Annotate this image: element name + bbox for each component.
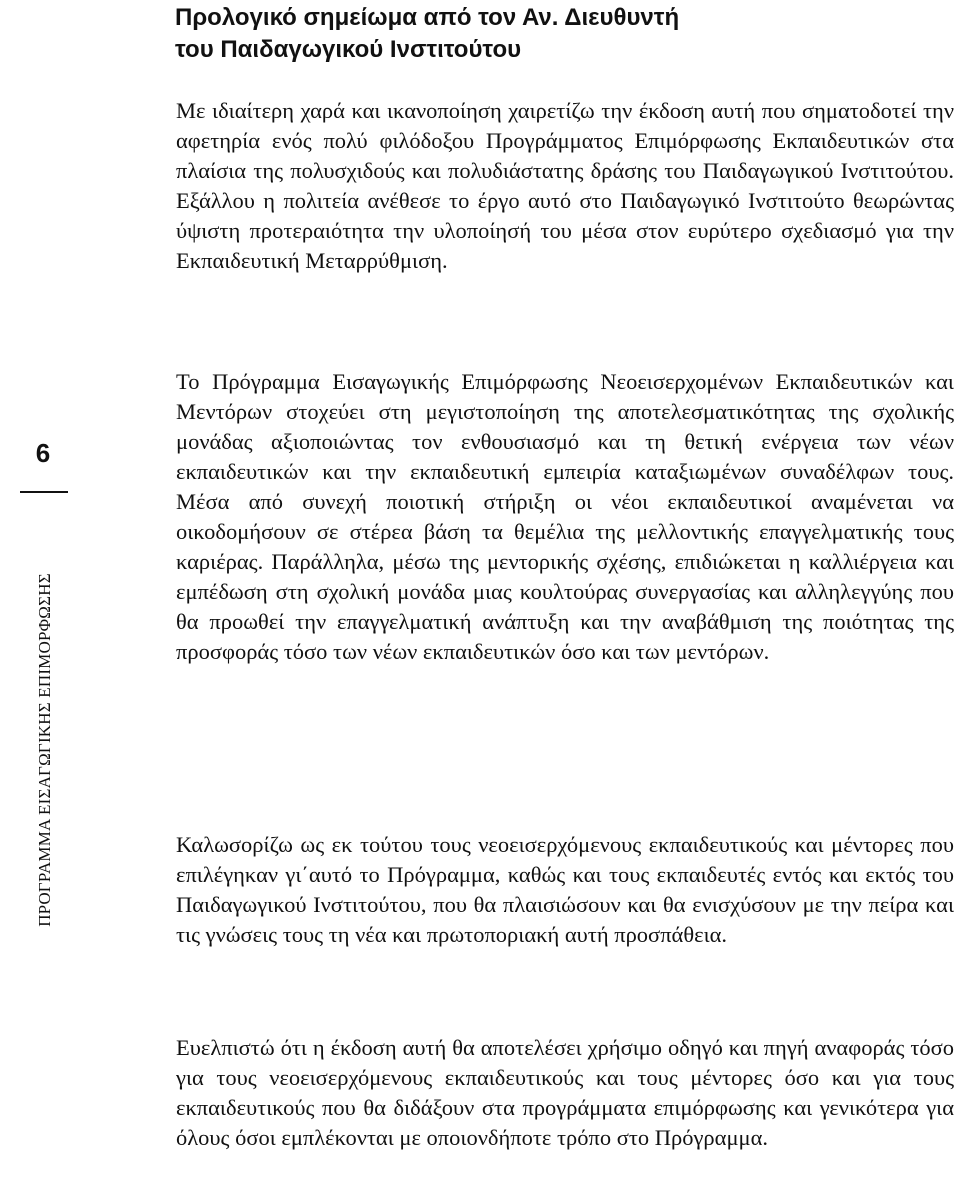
paragraph-welcome: Καλωσορίζω ως εκ τούτου τους νεοεισερχόμενους εκπαιδευτικούς και μέντορες που επιλέγηκαν γι΄αυτό το Πρόγραμμα, καθώς και τους εκπαιδευτές εντός και εκτός του Παιδαγωγικού Ινστιτούτου, που θα πλαισιώσουν και θα ενισχύσουν με την πείρα και τις γνώσεις τους τη νέα και πρωτοποριακή αυτή προσπάθεια. xyxy=(176,832,954,947)
heading-line-1: Προλογικό σημείωμα από τον Αν. Διευθυντή xyxy=(175,4,680,31)
paragraph-closing: Ευελπιστώ ότι η έκδοση αυτή θα αποτελέσει χρήσιμο οδηγό και πηγή αναφοράς τόσο για τους νεοεισερχόμενους εκπαιδευτικούς και τους μέντορες όσο και για τους εκπαιδευτικούς που θα διδάξουν στα προγράμματα επιμόρφωσης και γενικότερα για όλους όσοι εμπλέκονται με οποιονδήποτε τρόπο στο Πρόγραμμα. xyxy=(176,1035,954,1150)
page-number-rule xyxy=(20,491,68,493)
page-number: 6 xyxy=(35,438,51,468)
paragraph-intro: Με ιδιαίτερη χαρά και ικανοποίηση χαιρετίζω την έκδοση αυτή που σηματοδοτεί την αφετηρία ενός πολύ φιλόδοξου Προγράμματος Επιμόρφωσης Εκπαιδευτικών στα πλαίσια της πολυσχιδούς και πολυδιάστατης δράσης του Παιδαγωγικού Ινστιτούτου. Εξάλλου η πολιτεία ανέθεσε το έργο αυτό στο Παιδαγωγικό Ινστιτούτο θεωρώντας ύψιστη προτεραιότητα την υλοποίησή του μέσα στον ευρύτερο σχεδιασμό για την Εκπαιδευτική Μεταρρύθμιση. xyxy=(176,98,954,273)
heading-line-2: του Παιδαγωγικού Ινστιτούτου xyxy=(175,36,522,63)
paragraph-program-goals: Το Πρόγραμμα Εισαγωγικής Επιμόρφωσης Νεοεισερχομένων Εκπαιδευτικών και Μεντόρων στοχεύει στη μεγιστοποίηση της αποτελεσματικότητας της σχολικής μονάδας αξιοποιώντας τον ενθουσιασμό και τη θετική ενέργεια των νέων εκπαιδευτικών και την εκπαιδευτική εμπειρία καταξιωμένων συναδέλφων τους. Μέσα από συνεχή ποιοτική στήριξη οι νέοι εκπαιδευτικοί αναμένεται να οικοδομήσουν σε στέρεα βάση τα θεμέλια της μελλοντικής επαγγελματικής τους καριέρας. Παράλληλα, μέσω της μεντορικής σχέσης, επιδιώκεται η καλλιέργεια και εμπέδωση στη σχολική μονάδα μιας κουλτούρας συνεργασίας και αλληλεγγύης που θα προωθεί την επαγγελματική ανάπτυξη και την αναβάθμιση της ποιότητας της προσφοράς τόσο των νέων εκπαιδευτικών όσο και των μεντόρων. xyxy=(176,369,954,664)
document-heading xyxy=(175,2,945,66)
vertical-side-title: ΠΡΟΓΡΑΜΜΑ ΕΙΣΑΓΩΓΙΚΗΣ ΕΠΙΜΟΡΦΩΣΗΣ xyxy=(35,573,54,927)
